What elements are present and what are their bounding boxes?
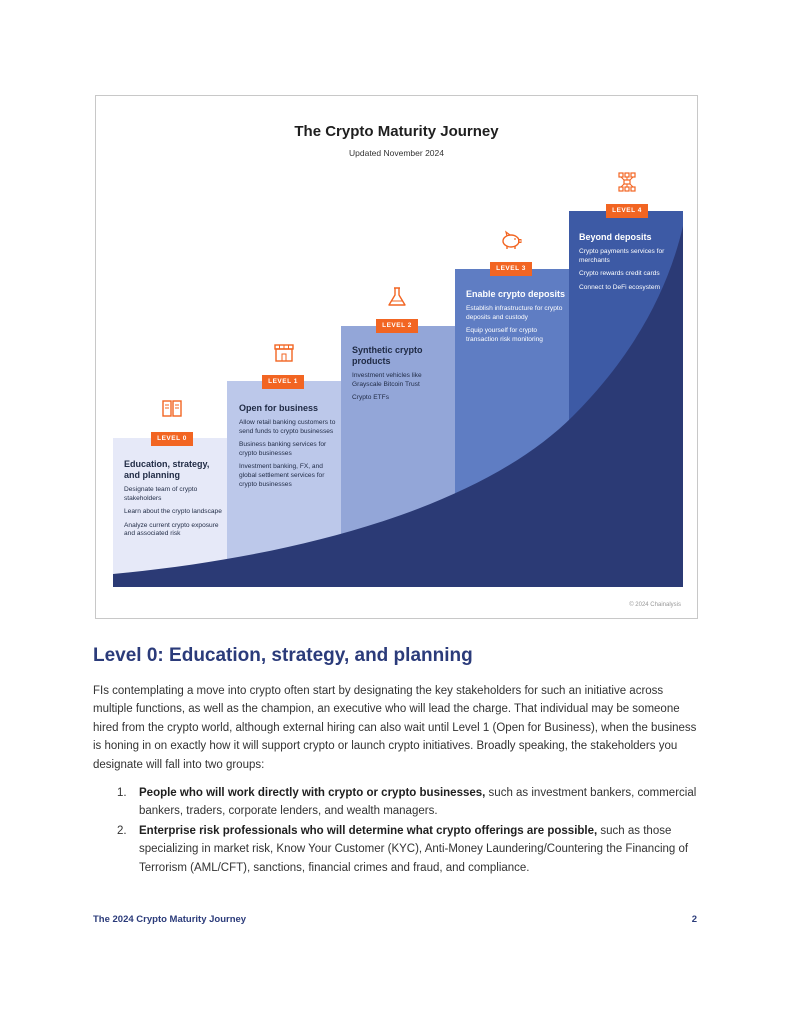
- level-item: Crypto payments services for merchants: [579, 248, 665, 264]
- level-title: Beyond deposits: [579, 232, 652, 242]
- level-item: Connect to DeFi ecosystem: [579, 283, 660, 291]
- piggy-bank-icon: [500, 229, 522, 251]
- figure-subtitle: Updated November 2024: [349, 148, 444, 158]
- figure-copyright: © 2024 Chainalysis: [629, 602, 681, 608]
- list-number: 1.: [117, 787, 127, 799]
- level-item: Establish infrastructure for crypto deposits and custody: [466, 305, 563, 321]
- level-badge: LEVEL 3: [490, 262, 532, 276]
- level-item: Equip yourself for crypto transaction risk monitoring: [466, 327, 543, 343]
- stakeholder-list: [117, 784, 697, 878]
- level-item: Investment banking, FX, and global settlement services for crypto businesses: [239, 463, 325, 488]
- level-badge: LEVEL 2: [376, 319, 418, 333]
- list-number: 2.: [117, 824, 127, 837]
- page-number: 2: [691, 914, 697, 925]
- storefront-icon: [273, 342, 295, 364]
- level-title: Education, strategy, and planning: [124, 459, 210, 480]
- level-badge: LEVEL 4: [606, 204, 648, 218]
- level-title: Synthetic crypto products: [352, 345, 423, 366]
- body-paragraph: FIs contemplating a move into crypto often start by designating the key stakeholders for such an initiative across multiple functions, as well as the champion, an executive who will lead the charge. That individual may be someone hired from the crypto world, although external hiring can also wait until Level 1 (Open for Business), when the business is honing in on exactly how it will support crypto or launch crypto initiatives. Broadly speaking, the stakeholders you designate will fall into two groups:: [93, 685, 697, 771]
- maturity-journey-figure: [95, 95, 698, 619]
- list-item: [117, 822, 697, 877]
- level-title: Open for business: [239, 403, 319, 413]
- level-item: Crypto rewards credit cards: [579, 270, 660, 278]
- list-item: [117, 784, 697, 821]
- footer-title: The 2024 Crypto Maturity Journey: [93, 914, 247, 925]
- list-item-bold: People who will work directly with crypto or crypto businesses,: [139, 787, 486, 799]
- level-badge: LEVEL 1: [262, 375, 304, 389]
- level-2-text: [352, 345, 452, 408]
- section-heading: Level 0: Education, strategy, and planning: [93, 645, 473, 666]
- list-item-text: such as those specializing in market risk, Know Your Customer (KYC), Anti-Money Laundering/Countering the Financing of Terrorism (AML/CFT), sanctions, financial crimes and fraud, and compliance.: [139, 824, 689, 874]
- level-item: Allow retail banking customers to send funds to crypto businesses: [239, 419, 336, 435]
- book-icon: [161, 398, 183, 420]
- list-item-bold: Enterprise risk professionals who will determine what crypto offerings are possible,: [139, 824, 598, 837]
- network-icon: [616, 171, 638, 193]
- level-badge: LEVEL 0: [151, 432, 193, 446]
- level-0-text: [124, 459, 224, 544]
- level-4-text: [579, 232, 679, 297]
- level-item: Crypto ETFs: [352, 394, 390, 402]
- level-item: Analyze current crypto exposure and associated risk: [124, 521, 219, 538]
- list-item-text: such as investment bankers, commercial bankers, traders, corporate lenders, and wealth managers.: [139, 787, 697, 818]
- level-item: Business banking services for crypto businesses: [239, 441, 327, 457]
- flask-icon: [386, 286, 408, 308]
- level-title: Enable crypto deposits: [466, 289, 566, 299]
- level-item: Investment vehicles like Grayscale Bitcoin Trust: [352, 372, 422, 388]
- figure-title: The Crypto Maturity Journey: [294, 123, 499, 140]
- level-item: Designate team of crypto stakeholders: [124, 486, 198, 502]
- level-item: Learn about the crypto landscape: [124, 508, 222, 516]
- level-3-text: [466, 289, 566, 349]
- level-1-text: [239, 403, 339, 494]
